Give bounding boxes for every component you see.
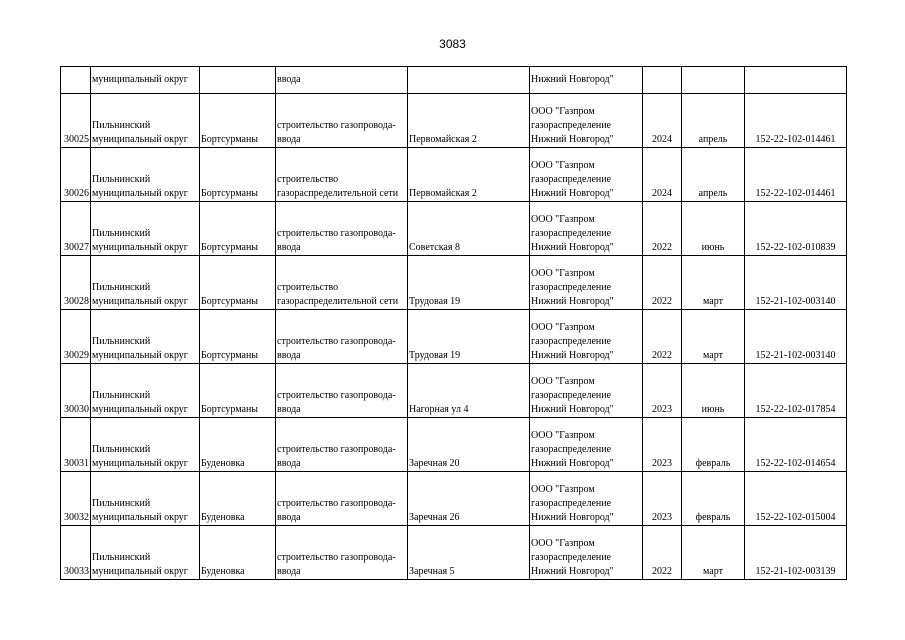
cell-okrug [91, 364, 200, 418]
cell-okrug: муниципальный округ [91, 67, 200, 94]
org-line: газораспределение [531, 282, 612, 293]
cell-village: Бортсурманы [200, 148, 276, 202]
cell-okrug [91, 94, 200, 148]
cell-work [276, 202, 408, 256]
cell-address: Советская 8 [408, 202, 530, 256]
org-line: ООО "Газпром [531, 484, 595, 495]
okrug-line: муниципальный округ [92, 566, 188, 577]
cell-village: Буденовка [200, 472, 276, 526]
work-line: строительство [277, 282, 339, 293]
okrug-line: муниципальный округ [92, 350, 188, 361]
table-body [61, 67, 847, 580]
okrug-line: Пильнинский [92, 552, 151, 563]
cell-code: 152-22-102-017854 [745, 364, 847, 418]
table-row [61, 364, 847, 418]
cell-org [530, 526, 643, 580]
org-line: ООО "Газпром [531, 430, 595, 441]
cell-code: 152-21-102-003140 [745, 256, 847, 310]
okrug-line: муниципальный округ [92, 242, 188, 253]
cell-month: февраль [682, 418, 745, 472]
cell-year: 2024 [643, 148, 682, 202]
cell-code [745, 67, 847, 94]
org-line: газораспределение [531, 120, 612, 131]
org-line: ООО "Газпром [531, 268, 595, 279]
cell-num: 30032 [61, 472, 91, 526]
cell-num: 30031 [61, 418, 91, 472]
work-line: газораспределительной сети [277, 188, 399, 199]
cell-okrug [91, 526, 200, 580]
work-line: ввода [277, 404, 301, 415]
table-row [61, 472, 847, 526]
org-line: газораспределение [531, 390, 612, 401]
cell-code: 152-22-102-014461 [745, 94, 847, 148]
org-line: Нижний Новгород" [531, 512, 614, 523]
page-number: 3083 [439, 37, 466, 51]
work-line: ввода [277, 134, 301, 145]
cell-month: март [682, 310, 745, 364]
work-line: строительство газопровода- [277, 552, 396, 563]
org-line: Нижний Новгород" [531, 350, 614, 361]
okrug-line: муниципальный округ [92, 296, 188, 307]
org-line: Нижний Новгород" [531, 134, 614, 145]
org-line: газораспределение [531, 552, 612, 563]
cell-address [408, 67, 530, 94]
work-line: строительство газопровода- [277, 120, 396, 131]
cell-year [643, 67, 682, 94]
cell-work [276, 418, 408, 472]
org-line: Нижний Новгород" [531, 566, 614, 577]
cell-address: Нагорная ул 4 [408, 364, 530, 418]
cell-org [530, 310, 643, 364]
cell-village: Буденовка [200, 526, 276, 580]
cell-work: ввода [276, 67, 408, 94]
okrug-line: Пильнинский [92, 174, 151, 185]
cell-num: 30025 [61, 94, 91, 148]
cell-address: Первомайская 2 [408, 148, 530, 202]
cell-address: Первомайская 2 [408, 94, 530, 148]
cell-village: Бортсурманы [200, 256, 276, 310]
cell-year: 2022 [643, 310, 682, 364]
cell-month [682, 67, 745, 94]
cell-org [530, 364, 643, 418]
work-line: строительство газопровода- [277, 390, 396, 401]
cell-org [530, 256, 643, 310]
org-line: Нижний Новгород" [531, 242, 614, 253]
table-row [61, 148, 847, 202]
cell-work [276, 94, 408, 148]
cell-month: апрель [682, 148, 745, 202]
cell-village [200, 67, 276, 94]
cell-month: март [682, 526, 745, 580]
cell-month: март [682, 256, 745, 310]
cell-year: 2022 [643, 526, 682, 580]
org-line: ООО "Газпром [531, 106, 595, 117]
cell-year: 2022 [643, 202, 682, 256]
cell-org [530, 148, 643, 202]
okrug-line: муниципальный округ [92, 134, 188, 145]
cell-month: апрель [682, 94, 745, 148]
work-line: ввода [277, 566, 301, 577]
okrug-line: Пильнинский [92, 120, 151, 131]
cell-work [276, 364, 408, 418]
cell-org [530, 94, 643, 148]
table-row [61, 418, 847, 472]
work-line: ввода [277, 512, 301, 523]
okrug-line: Пильнинский [92, 282, 151, 293]
work-line: строительство газопровода- [277, 228, 396, 239]
cell-num: 30030 [61, 364, 91, 418]
okrug-line: муниципальный округ [92, 512, 188, 523]
table-row [61, 526, 847, 580]
cell-org [530, 418, 643, 472]
cell-okrug [91, 256, 200, 310]
cell-village: Бортсурманы [200, 364, 276, 418]
org-line: Нижний Новгород" [531, 296, 614, 307]
cell-code: 152-22-102-015004 [745, 472, 847, 526]
okrug-line: муниципальный округ [92, 458, 188, 469]
table-row [61, 202, 847, 256]
cell-address: Трудовая 19 [408, 256, 530, 310]
gas-connection-table [60, 66, 847, 580]
work-line: ввода [277, 242, 301, 253]
okrug-line: Пильнинский [92, 498, 151, 509]
org-line: газораспределение [531, 444, 612, 455]
cell-org [530, 472, 643, 526]
org-line: газораспределение [531, 228, 612, 239]
work-line: строительство газопровода- [277, 336, 396, 347]
cell-address: Заречная 26 [408, 472, 530, 526]
cell-work [276, 148, 408, 202]
cell-village: Буденовка [200, 418, 276, 472]
table-row [61, 310, 847, 364]
org-line: ООО "Газпром [531, 160, 595, 171]
cell-okrug [91, 310, 200, 364]
cell-year: 2023 [643, 418, 682, 472]
cell-code: 152-21-102-003139 [745, 526, 847, 580]
table-row [61, 94, 847, 148]
cell-code: 152-22-102-010839 [745, 202, 847, 256]
okrug-line: Пильнинский [92, 228, 151, 239]
cell-num: 30027 [61, 202, 91, 256]
cell-okrug [91, 472, 200, 526]
org-line: ООО "Газпром [531, 376, 595, 387]
cell-code: 152-21-102-003140 [745, 310, 847, 364]
cell-village: Бортсурманы [200, 310, 276, 364]
cell-code: 152-22-102-014654 [745, 418, 847, 472]
table-row [61, 256, 847, 310]
okrug-line: Пильнинский [92, 444, 151, 455]
org-line: Нижний Новгород" [531, 458, 614, 469]
okrug-line: муниципальный округ [92, 404, 188, 415]
work-line: строительство газопровода- [277, 444, 396, 455]
cell-org: Нижний Новгород" [530, 67, 643, 94]
work-line: строительство газопровода- [277, 498, 396, 509]
cell-num: 30033 [61, 526, 91, 580]
work-line: ввода [277, 458, 301, 469]
org-line: Нижний Новгород" [531, 188, 614, 199]
work-line: строительство [277, 174, 339, 185]
okrug-line: Пильнинский [92, 336, 151, 347]
cell-work [276, 526, 408, 580]
cell-month: июнь [682, 202, 745, 256]
work-line: газораспределительной сети [277, 296, 399, 307]
cell-work [276, 256, 408, 310]
cell-year: 2022 [643, 256, 682, 310]
okrug-line: муниципальный округ [92, 188, 188, 199]
cell-okrug [91, 202, 200, 256]
cell-year: 2023 [643, 472, 682, 526]
cell-okrug [91, 418, 200, 472]
table-row-partial [61, 67, 847, 94]
cell-address: Заречная 5 [408, 526, 530, 580]
cell-address: Заречная 20 [408, 418, 530, 472]
cell-year: 2023 [643, 364, 682, 418]
cell-code: 152-22-102-014461 [745, 148, 847, 202]
cell-village: Бортсурманы [200, 202, 276, 256]
org-line: ООО "Газпром [531, 322, 595, 333]
cell-work [276, 310, 408, 364]
org-line: ООО "Газпром [531, 538, 595, 549]
org-line: Нижний Новгород" [531, 404, 614, 415]
org-line: ООО "Газпром [531, 214, 595, 225]
cell-num [61, 67, 91, 94]
cell-year: 2024 [643, 94, 682, 148]
cell-month: февраль [682, 472, 745, 526]
org-line: газораспределение [531, 498, 612, 509]
cell-num: 30029 [61, 310, 91, 364]
cell-num: 30028 [61, 256, 91, 310]
org-line: газораспределение [531, 174, 612, 185]
cell-num: 30026 [61, 148, 91, 202]
cell-address: Трудовая 19 [408, 310, 530, 364]
cell-village: Бортсурманы [200, 94, 276, 148]
cell-work [276, 472, 408, 526]
cell-month: июнь [682, 364, 745, 418]
org-line: газораспределение [531, 336, 612, 347]
cell-okrug [91, 148, 200, 202]
cell-org [530, 202, 643, 256]
okrug-line: Пильнинский [92, 390, 151, 401]
work-line: ввода [277, 350, 301, 361]
